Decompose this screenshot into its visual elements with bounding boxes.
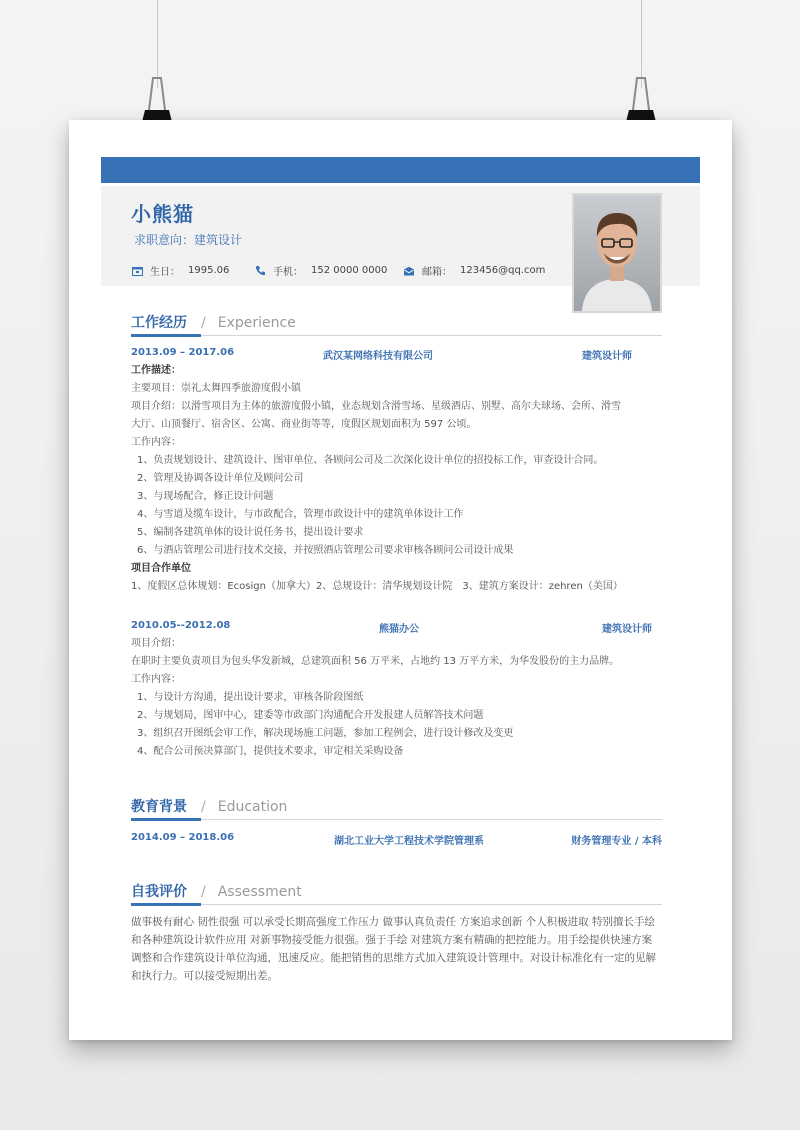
- job1-line: 4、与雪道及缆车设计，与市政配合，管理市政设计中的建筑单体设计工作: [137, 509, 464, 520]
- job2-line: 在职时主要负责项目为包头华发新城，总建筑面积 56 万平米，占地约 13 万平方米，为华发股份的主力品牌。: [131, 656, 620, 667]
- job2-line: 3、组织召开图纸会审工作，解决现场施工问题，参加工程例会，进行设计修改及变更: [137, 728, 514, 739]
- job1-line: 6、与酒店管理公司进行技术交接，并按照酒店管理公司要求审核各顾问公司设计成果: [137, 545, 514, 556]
- phone-value: 152 0000 0000: [311, 265, 388, 276]
- section-assessment-title: [131, 881, 302, 901]
- email-label: 邮箱：: [422, 267, 452, 278]
- job1-line: 工作描述：: [131, 365, 181, 376]
- job2-line: 2、与规划局，图审中心，建委等市政部门沟通配合开发报建人员解答技术问题: [137, 710, 484, 721]
- job2-company: 熊猫办公: [379, 624, 419, 635]
- title-divider-slash: /: [201, 799, 206, 815]
- phone-icon: [255, 265, 266, 276]
- job1-details: [131, 362, 662, 596]
- job1-company: 武汉某网络科技有限公司: [323, 351, 433, 362]
- job2-line: 项目介绍：: [131, 638, 181, 649]
- birthday-value: 1995.06: [188, 265, 230, 276]
- contact-birthday: [132, 263, 229, 278]
- email-value: 123456@qq.com: [460, 265, 546, 276]
- contact-phone: [255, 263, 387, 278]
- job2-details: [131, 635, 662, 761]
- phone-label: 手机：: [273, 267, 303, 278]
- header-accent-bar: [101, 157, 700, 183]
- experience-title-cn: 工作经历: [131, 315, 187, 331]
- job1-line: 主要项目：崇礼太舞四季旅游度假小镇: [131, 383, 301, 394]
- job1-role: 建筑设计师: [582, 351, 632, 362]
- job1-line: 3、与现场配合，修正设计问题: [137, 491, 274, 502]
- email-icon: [403, 266, 415, 276]
- candidate-photo: [572, 193, 662, 313]
- education-school: 湖北工业大学工程技术学院管理系: [334, 836, 484, 847]
- experience-rule: [131, 335, 662, 336]
- section-education-title: [131, 796, 287, 816]
- education-title-cn: 教育背景: [131, 799, 187, 815]
- assessment-title-en: Assessment: [217, 884, 302, 900]
- title-divider-slash: /: [201, 884, 206, 900]
- job1-line: 1、负责规划设计、建筑设计、图审单位、各顾问公司及二次深化设计单位的招投标工作，审查设计合同。: [137, 455, 604, 466]
- section-experience-title: [131, 312, 296, 332]
- job2-date: 2010.05--2012.08: [131, 620, 231, 631]
- job2-line: 工作内容：: [131, 674, 181, 685]
- title-divider-slash: /: [201, 315, 206, 331]
- education-major: 财务管理专业 / 本科: [571, 836, 662, 847]
- experience-title-en: Experience: [217, 315, 296, 331]
- education-rule: [131, 819, 662, 820]
- job1-line: 项目合作单位: [131, 563, 191, 574]
- job1-line: 1、度假区总体规划：Ecosign（加拿大）2、总规设计：清华规划设计院 3、建筑方案设计：zehren（美国）: [131, 581, 623, 592]
- job1-line: 项目介绍：以滑雪项目为主体的旅游度假小镇，业态规划含滑雪场、星级酒店、别墅、高尔夫球场、会所、滑雪: [131, 401, 621, 412]
- education-date: 2014.09 – 2018.06: [131, 832, 235, 843]
- job2-line: 1、与设计方沟通，提出设计要求，审核各阶段图纸: [137, 692, 364, 703]
- job2-role: 建筑设计师: [602, 624, 652, 635]
- resume-sheet: [69, 120, 732, 1040]
- candidate-name: 小熊猫: [131, 202, 194, 226]
- job1-date: 2013.09 – 2017.06: [131, 347, 235, 358]
- job1-line: 大厅、山顶餐厅、宿舍区、公寓、商业街等等，度假区规划面积为 597 公顷。: [131, 419, 477, 430]
- contact-email: [403, 263, 545, 278]
- job1-line: 2、管理及协调各设计单位及顾问公司: [137, 473, 304, 484]
- calendar-icon: [132, 266, 143, 276]
- job2-line: 4、配合公司预决算部门，提供技术要求，审定相关采购设备: [137, 746, 404, 757]
- assessment-rule: [131, 904, 662, 905]
- assessment-text: 做事极有耐心 韧性很强 可以承受长期高强度工作压力 做事认真负责任 方案追求创新 个人积极进取 特别擅长手绘和各种建筑设计软件应用 对新事物接受能力很强。强于手绘 对建筑方案有精确的把控能力。用手绘提供快速方案调整和合作建筑设计单位沟通，迅速反应。能把销售的思维方式加入建筑设计管理中。对设计标准化有一定的见解和执行力。可以接受短期出差。: [131, 916, 656, 982]
- education-title-en: Education: [217, 799, 288, 815]
- job-intent: 求职意向：建筑设计: [134, 233, 243, 247]
- job1-line: 工作内容：: [131, 437, 181, 448]
- job1-line: 5、编制各建筑单体的设计说任务书，提出设计要求: [137, 527, 364, 538]
- assessment-title-cn: 自我评价: [131, 884, 187, 900]
- birthday-label: 生日：: [150, 267, 180, 278]
- portrait-icon: [574, 195, 660, 311]
